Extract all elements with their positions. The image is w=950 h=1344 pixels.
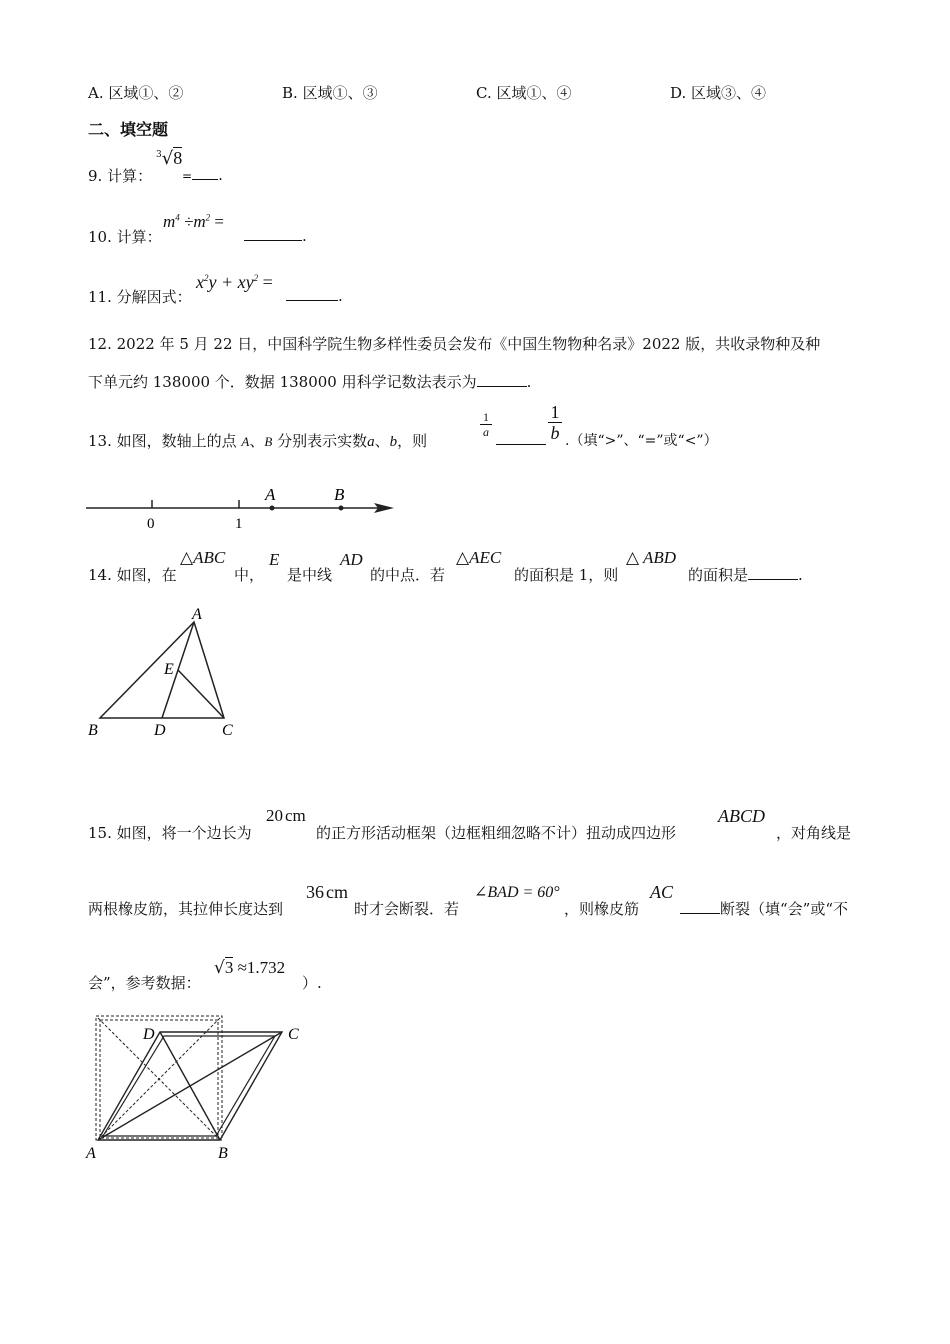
q14-triangle-aec: △AEC: [456, 548, 502, 567]
vertex-label-a: A: [86, 1145, 96, 1162]
section-title: 二、填空题: [88, 120, 169, 139]
choice-c: [476, 82, 572, 103]
q15-mid: 的正方形活动框架（边框粗细忽略不计）扭动成四边形: [316, 824, 677, 842]
q14-shi: 是中线: [287, 566, 333, 584]
choice-text: 区域①、③: [302, 84, 378, 102]
q14-area: 的面积是 1，则: [514, 566, 619, 584]
q13-end: .（填“>”、“=”或“<”）: [565, 433, 718, 449]
exponent: 2: [205, 212, 211, 223]
equals-sign: =: [214, 212, 224, 231]
vertex-label-d: D: [143, 1026, 155, 1043]
question-15-line1: [88, 822, 252, 843]
q15-length: [266, 806, 306, 826]
question-11: [88, 286, 192, 307]
q15-line2d: [680, 898, 848, 919]
q15-line3b: ）.: [302, 974, 322, 992]
point-a-label: A: [241, 434, 250, 449]
q14-e: E: [269, 550, 280, 569]
rhombus-figure: [84, 1010, 324, 1162]
q15-ac: AC: [650, 882, 674, 902]
choice-a: [88, 82, 183, 103]
q10-expression: [163, 212, 224, 232]
radicand: 3: [224, 958, 234, 977]
q12-text: 下单元约 138000 个．数据 138000 用科学记数法表示为: [88, 373, 477, 391]
q15-angle: ∠BAD = 60°: [474, 884, 560, 901]
q13-mid: 分别表示实数: [277, 432, 368, 450]
q13-prefix: 13. 如图，数轴上的点: [88, 432, 237, 450]
q11-expression: [196, 272, 273, 293]
period: .: [302, 227, 307, 245]
numerator: 1: [483, 410, 489, 424]
answer-blank[interactable]: [477, 372, 527, 387]
point-b-dot: [339, 506, 344, 511]
number-line-figure: [86, 480, 406, 536]
question-15-line3: 会”，参考数据：: [88, 974, 201, 992]
q15-abcd: ABCD: [718, 806, 765, 826]
period: .: [798, 566, 803, 584]
unit-cm: cm: [326, 882, 348, 902]
vertex-label-b: B: [88, 722, 98, 739]
vertex-label-a: A: [192, 606, 202, 623]
q15-line2b: 时才会断裂．若: [354, 900, 460, 918]
point-label-b: B: [334, 485, 345, 504]
period: .: [338, 287, 343, 305]
exponent: 2: [204, 273, 209, 283]
choice-text: 区域①、④: [496, 84, 572, 102]
q15-sqrt3: √3 ≈1.732: [214, 958, 286, 978]
choice-b: [282, 82, 378, 103]
tick-label-1: 1: [235, 516, 243, 532]
q13-blank: [496, 430, 546, 449]
q14-triangle-abc: △ABC: [180, 548, 226, 567]
q11-answer: [286, 286, 343, 305]
numerator: 1: [550, 402, 560, 422]
q15-prefix: 15. 如图，将一个边长为: [88, 824, 252, 842]
period: .: [218, 166, 223, 184]
choice-letter: C.: [476, 84, 492, 102]
vertex-label-b: B: [218, 1145, 228, 1162]
question-12-line1: 12. 2022 年 5 月 22 日，中国科学院生物多样性委员会发布《中国生物物种名录》2022 版，共收录物种及种: [88, 335, 821, 353]
triangle-abc: [100, 622, 224, 718]
q14-answer: [688, 564, 803, 585]
choice-letter: B.: [282, 84, 298, 102]
answer-blank[interactable]: [680, 899, 720, 914]
triangle-figure: [84, 600, 254, 746]
question-12-line2: [88, 371, 531, 392]
question-14: [88, 564, 177, 585]
vertex-label-e: E: [164, 661, 174, 678]
choice-text: 区域③、④: [691, 84, 767, 102]
q11-prefix: 11. 分解因式：: [88, 288, 192, 306]
answer-blank[interactable]: [286, 286, 338, 301]
question-15-line2: 两根橡皮筋，其拉伸长度达到: [88, 900, 284, 918]
answer-blank[interactable]: [496, 430, 546, 445]
var-x: x: [196, 272, 204, 292]
answer-blank[interactable]: [192, 165, 218, 180]
q13-then: ，则: [397, 432, 428, 450]
var-a: a: [367, 434, 375, 450]
equals-sign: =: [262, 272, 273, 292]
equals-sign: =: [182, 169, 193, 183]
period: .: [526, 373, 532, 391]
point-a-dot: [270, 506, 275, 511]
q14-zhong: 中，: [234, 566, 265, 584]
q15-line2d-text: 断裂（填“会”或“不: [720, 900, 849, 918]
q15-line2c: ，则橡皮筋: [564, 900, 640, 918]
q10-prefix: 10. 计算：: [88, 228, 162, 246]
q15-length2: [306, 882, 348, 903]
choice-letter: D.: [670, 84, 687, 102]
var-m: m: [163, 212, 176, 231]
q9-prefix: 9. 计算：: [88, 167, 153, 185]
denominator: b: [550, 423, 560, 443]
var-b: b: [389, 434, 398, 450]
choice-letter: A.: [88, 84, 104, 102]
length-value: 36: [306, 882, 324, 902]
separator: 、: [249, 432, 265, 450]
q15-diag: ，对角线是: [776, 824, 852, 842]
divide-m: ÷m: [184, 212, 206, 231]
point-label-a: A: [265, 485, 276, 504]
approx-value: ≈1.732: [237, 958, 286, 977]
q14-mid: 的中点．若: [370, 566, 446, 584]
answer-blank[interactable]: [748, 565, 798, 580]
vertex-label-d: D: [154, 722, 166, 739]
exponent: 4: [175, 212, 180, 223]
q9-cube-root: $^3$√8: [156, 148, 183, 169]
unit-cm: cm: [285, 806, 306, 825]
question-10: [88, 226, 162, 247]
answer-blank[interactable]: [244, 226, 302, 241]
choice-text: 区域①、②: [108, 84, 184, 102]
q14-triangle-abd: △ ABD: [626, 548, 677, 567]
y-plus-xy: y + xy: [208, 272, 254, 292]
tick-label-0: 0: [147, 516, 155, 532]
q14-prefix: 14. 如图，在: [88, 566, 177, 584]
vertex-label-c: C: [288, 1026, 299, 1043]
fraction-1-over-a: [480, 410, 492, 439]
exponent: 2: [253, 273, 259, 283]
radicand: 8: [173, 148, 183, 168]
choice-d: [670, 82, 766, 103]
q10-answer: [244, 226, 307, 245]
question-9: [88, 165, 152, 186]
q14-ad: AD: [340, 550, 363, 569]
question-13: [88, 430, 427, 451]
denominator: a: [483, 425, 489, 439]
separator: 、: [374, 432, 390, 450]
q9-answer: [182, 165, 223, 184]
q14-area2: 的面积是: [688, 566, 749, 584]
vertex-label-c: C: [222, 722, 233, 739]
fraction-1-over-b: [548, 402, 562, 443]
point-b-label: B: [264, 434, 273, 449]
length-value: 20: [266, 806, 283, 825]
root-index: 3: [156, 150, 162, 160]
